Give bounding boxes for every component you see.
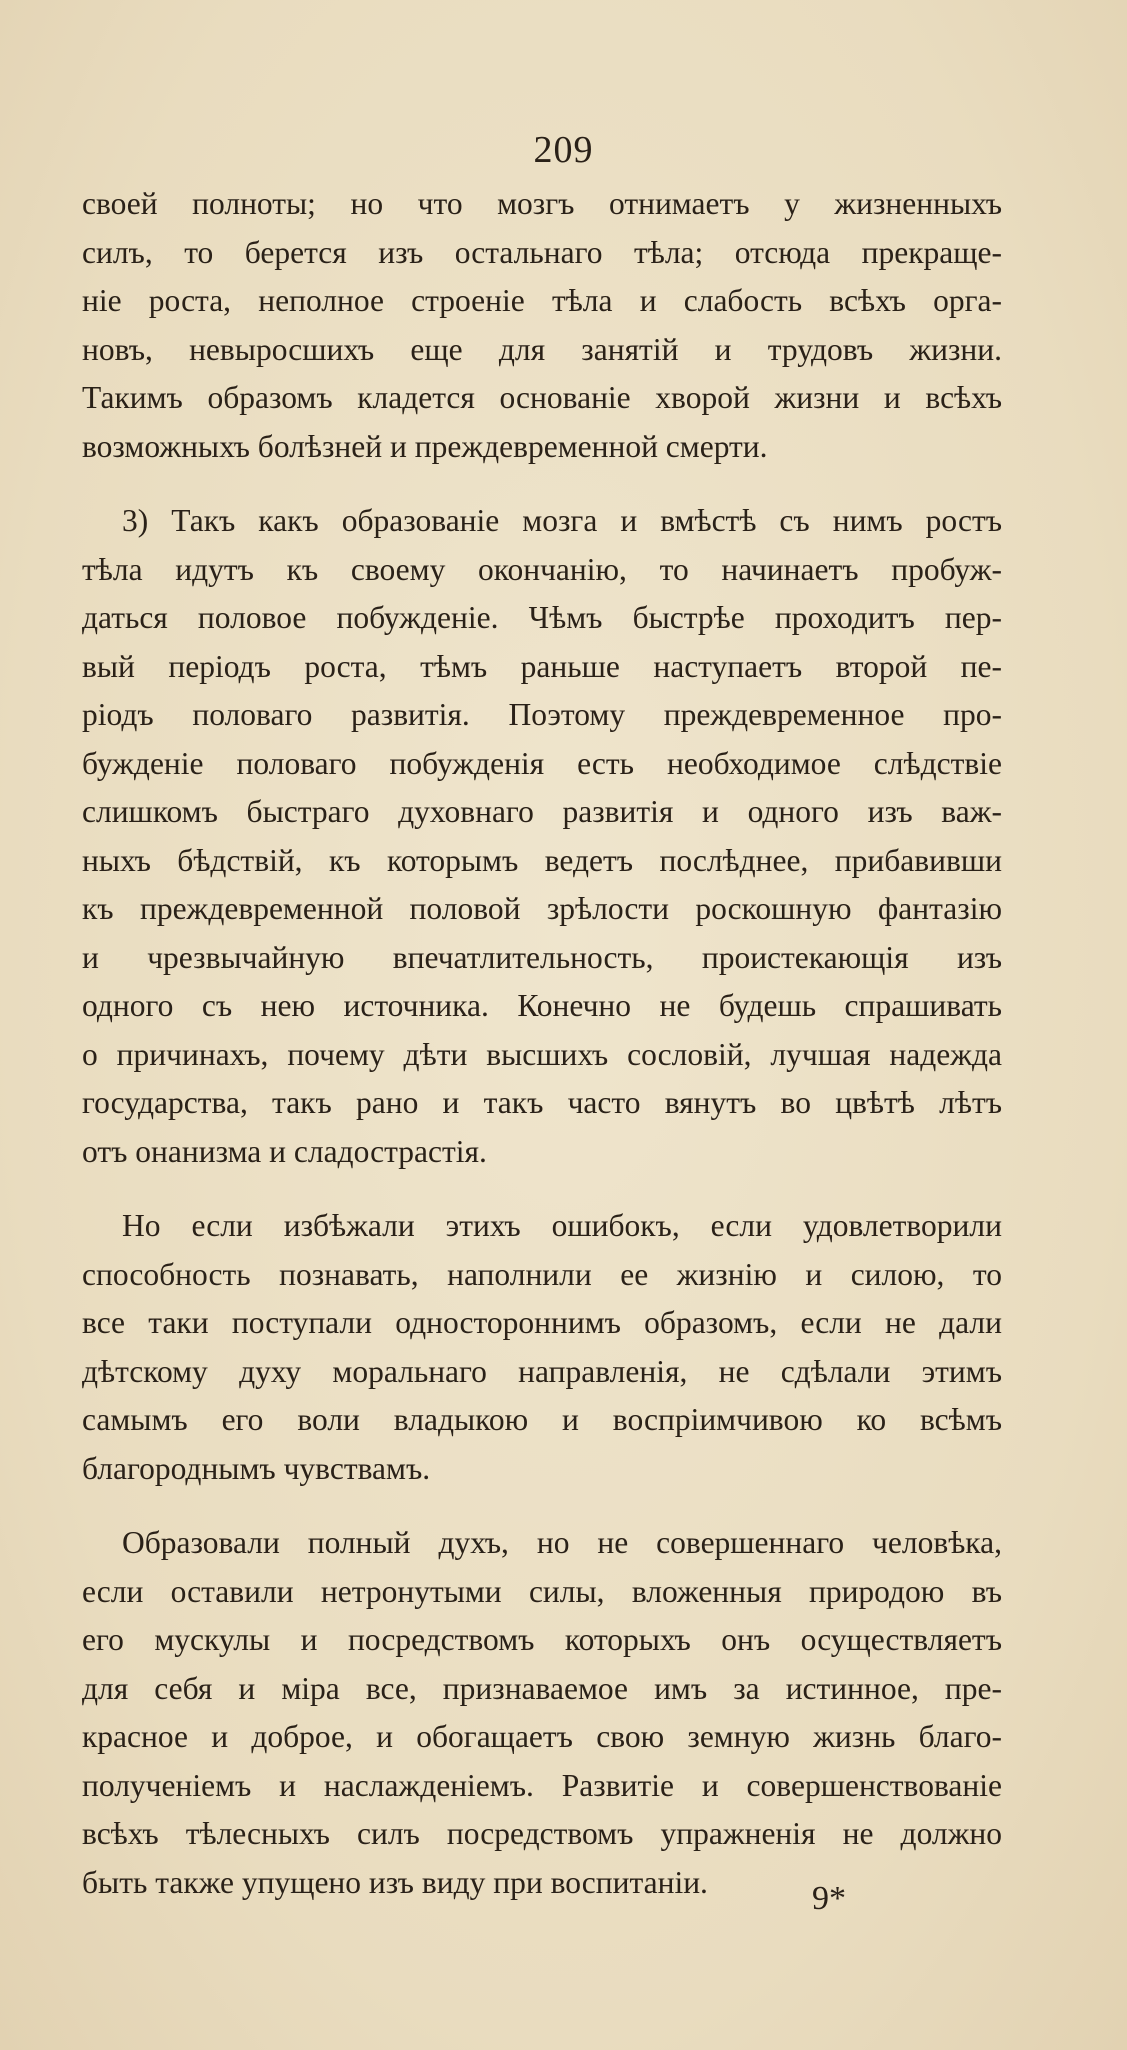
text-line: одного съ нею источника. Конечно не будешь спрашивать (82, 988, 1002, 1023)
page-number: 209 (533, 129, 594, 171)
text-line: самымъ его воли владыкою и воспріимчивою ко всѣмъ (82, 1402, 1002, 1437)
text-line: Такимъ образомъ кладется основаніе хворой жизни и всѣхъ (82, 380, 1002, 415)
text-line: ріодъ половаго развитія. Поэтому преждевременное про- (82, 697, 1002, 732)
text-line: къ преждевременной половой зрѣлости роскошную фантазію (82, 891, 1002, 926)
text-line: своей полноты; но что мозгъ отнимаетъ у жизненныхъ (82, 186, 1002, 221)
text-line: быть также упущено изъ виду при воспитаніи. (82, 1864, 708, 1900)
text-line: государства, такъ рано и такъ часто вянутъ во цвѣтѣ лѣтъ (82, 1085, 1002, 1120)
text-line: возможныхъ болѣзней и преждевременной смерти. (82, 428, 768, 464)
body-text (82, 180, 1002, 1907)
text-line: всѣхъ тѣлесныхъ силъ посредствомъ упражненія не должно (82, 1816, 1002, 1851)
paragraph-4 (82, 1519, 1002, 1907)
text-line: силъ, то берется изъ остальнаго тѣла; отсюда прекраще- (82, 234, 1002, 270)
paragraph-1 (82, 180, 1002, 471)
text-line: красное и доброе, и обогащаетъ свою земную жизнь благо- (82, 1719, 1002, 1754)
text-line: ніе роста, неполное строеніе тѣла и слабость всѣхъ орга- (82, 283, 1002, 318)
text-line: полученіемъ и наслажденіемъ. Развитіе и совершенствованіе (82, 1767, 1002, 1803)
text-line: его мускулы и посредствомъ которыхъ онъ осуществляетъ (82, 1622, 1002, 1657)
text-line: тѣла идутъ къ своему окончанію, то начинаетъ пробуж- (82, 551, 1002, 587)
text-line: о причинахъ, почему дѣти высшихъ сословій, лучшая надежда (82, 1036, 1002, 1072)
text-line: дѣтскому духу моральнаго направленія, не сдѣлали этимъ (82, 1353, 1002, 1389)
text-line: способность познавать, наполнили ее жизнію и силою, то (82, 1256, 1002, 1292)
text-line: вый періодъ роста, тѣмъ раньше наступаетъ второй пе- (82, 648, 1002, 684)
text-line: благороднымъ чувствамъ. (82, 1450, 431, 1486)
text-line: отъ онанизма и сладострастія. (82, 1133, 487, 1169)
text-line: 3) Такъ какъ образованіе мозга и вмѣстѣ съ нимъ ростъ (122, 503, 1002, 538)
paragraph-3 (82, 1202, 1002, 1493)
paragraph-2 (82, 497, 1002, 1176)
text-line: если оставили нетронутыми силы, вложенныя природою въ (82, 1573, 1002, 1609)
text-line: все таки поступали одностороннимъ образомъ, если не дали (82, 1305, 1002, 1340)
text-line: Образовали полный духъ, но не совершеннаго человѣка, (122, 1525, 1002, 1560)
text-line: и чрезвычайную впечатлительность, проистекающія изъ (82, 939, 1002, 975)
signature-mark: 9* (812, 1880, 846, 1917)
text-line: новъ, невыросшихъ еще для занятій и трудовъ жизни. (82, 331, 1002, 367)
text-line: для себя и міра все, признаваемое имъ за истинное, пре- (82, 1670, 1002, 1706)
text-line: слишкомъ быстраго духовнаго развитія и одного изъ важ- (82, 794, 1002, 829)
text-line: бужденіе половаго побужденія есть необходимое слѣдствіе (82, 745, 1002, 781)
text-line: даться половое побужденіе. Чѣмъ быстрѣе проходитъ пер- (82, 600, 1002, 635)
text-line: ныхъ бѣдствій, къ которымъ ведетъ послѣднее, прибавивши (82, 842, 1002, 878)
text-line: Но если избѣжали этихъ ошибокъ, если удовлетворили (122, 1208, 1002, 1243)
